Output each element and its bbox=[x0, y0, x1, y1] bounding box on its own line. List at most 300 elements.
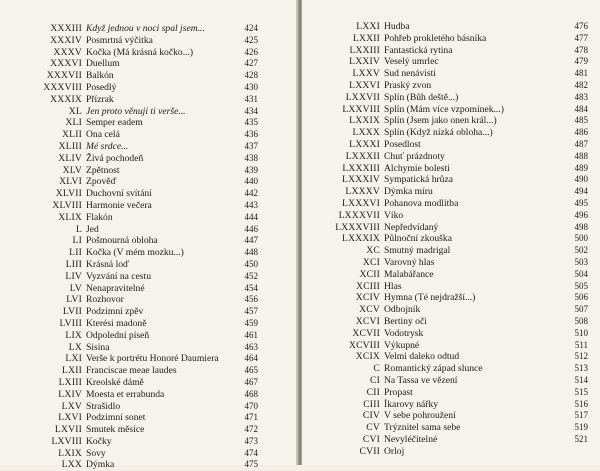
toc-entry bbox=[302, 399, 600, 411]
toc-entry-page: 456 bbox=[244, 294, 258, 305]
toc-entry-number: LXXXVIII bbox=[335, 221, 380, 233]
toc-entry-number: LXXXV bbox=[345, 186, 380, 198]
toc-entry-page: 426 bbox=[244, 46, 258, 57]
toc-entry bbox=[302, 269, 600, 281]
toc-entry-number: XXXVII bbox=[46, 70, 82, 82]
toc-entry-title: Posmrtná výčitka bbox=[86, 34, 153, 46]
toc-entry-title: Bertiny oči bbox=[384, 315, 427, 327]
toc-entry-number: LIII bbox=[65, 258, 82, 270]
toc-entry-page: 434 bbox=[244, 105, 258, 116]
toc-entry-page: 457 bbox=[244, 306, 258, 317]
toc-entry bbox=[302, 127, 600, 139]
toc-entry-page: 459 bbox=[244, 317, 258, 328]
toc-entry-number: XC bbox=[366, 245, 380, 257]
toc-entry-number: LXXXVII bbox=[338, 209, 380, 221]
toc-entry bbox=[0, 389, 298, 401]
toc-entry-page: 489 bbox=[574, 162, 588, 173]
toc-entry bbox=[0, 188, 298, 200]
toc-entry-title: Splín (Bůh deště...) bbox=[384, 91, 459, 103]
toc-entry-number: LXX bbox=[61, 459, 82, 471]
toc-entry-title: Sud nenávisti bbox=[384, 68, 436, 80]
toc-entry-number: XCVI bbox=[355, 315, 380, 327]
toc-entry-page: 483 bbox=[574, 91, 588, 102]
toc-entry-page: 446 bbox=[244, 223, 258, 234]
toc-entry-page: 438 bbox=[244, 152, 258, 163]
toc-entry bbox=[302, 422, 600, 434]
toc-entry-number: CVI bbox=[362, 433, 380, 445]
toc-entry-title: Sovy bbox=[86, 447, 106, 459]
toc-entry bbox=[302, 92, 600, 104]
toc-entry-title: Kočky bbox=[86, 435, 112, 447]
toc-entry-title: Hudba bbox=[384, 21, 410, 32]
toc-entry bbox=[0, 70, 298, 82]
toc-entry-page: 502 bbox=[574, 245, 588, 256]
toc-entry bbox=[0, 448, 298, 460]
toc-entry-number: CIV bbox=[362, 410, 380, 422]
toc-entry bbox=[0, 141, 298, 153]
toc-entry-page: 430 bbox=[244, 81, 258, 92]
toc-entry-number: LXXXIII bbox=[342, 162, 380, 174]
toc-entry-page: 482 bbox=[574, 79, 588, 90]
toc-entry-number: LXXXII bbox=[345, 150, 380, 162]
toc-entry-page: 519 bbox=[574, 422, 588, 433]
toc-entry-number: LXXVIII bbox=[342, 103, 380, 115]
toc-entry-number: XCIV bbox=[355, 292, 380, 304]
toc-entry-page: 504 bbox=[574, 268, 588, 279]
toc-entry-page: 517 bbox=[574, 410, 588, 421]
toc-entry-title: Moesta et errabunda bbox=[86, 388, 165, 400]
toc-entry-number: LXIII bbox=[58, 376, 82, 388]
toc-entry-page: 487 bbox=[574, 138, 588, 149]
toc-entry bbox=[302, 328, 600, 340]
toc-entry bbox=[0, 318, 298, 330]
toc-entry bbox=[0, 283, 298, 295]
toc-entry bbox=[0, 365, 298, 377]
toc-entry-number: XXXIX bbox=[50, 93, 82, 105]
toc-entry-number: XCII bbox=[359, 268, 380, 280]
toc-entry-title: Přízrak bbox=[86, 93, 114, 105]
toc-entry-title: Mé srdce... bbox=[86, 140, 129, 152]
toc-entry-number: LXIV bbox=[58, 388, 82, 400]
toc-entry-number: XXXV bbox=[53, 46, 82, 58]
toc-entry bbox=[0, 47, 298, 59]
toc-entry bbox=[0, 459, 298, 471]
toc-entry bbox=[0, 212, 298, 224]
toc-entry-title: Splín (Jsem jako onen král...) bbox=[384, 115, 497, 127]
left-page bbox=[0, 0, 298, 471]
toc-entry-title: Půlnoční zkouška bbox=[384, 233, 452, 245]
toc-entry-page: 488 bbox=[574, 150, 588, 161]
toc-entry-page: 490 bbox=[574, 174, 588, 185]
toc-entry bbox=[302, 115, 600, 127]
toc-entry-number: LXVI bbox=[58, 412, 82, 424]
toc-entry bbox=[0, 259, 298, 271]
toc-entry-title: Hymna (Té nejdražší...) bbox=[384, 292, 476, 304]
toc-entry-page: 427 bbox=[244, 58, 258, 69]
toc-entry-page: 477 bbox=[574, 32, 588, 43]
toc-entry-title: Dýmka míru bbox=[384, 186, 433, 198]
toc-entry-title: Kočka (V mém mozku...) bbox=[86, 247, 184, 259]
toc-entry-page: 521 bbox=[574, 433, 588, 444]
toc-entry-number: L bbox=[75, 223, 82, 235]
toc-entry-title: Duchovní svítání bbox=[86, 188, 152, 200]
toc-entry-page: 511 bbox=[574, 339, 588, 350]
toc-entry-number: LI bbox=[72, 235, 82, 247]
toc-entry bbox=[302, 222, 600, 234]
toc-entry bbox=[0, 35, 298, 47]
toc-entry-number: XXXVIII bbox=[43, 81, 82, 93]
toc-entry bbox=[302, 139, 600, 151]
toc-entry-number: XCVIII bbox=[348, 339, 380, 351]
toc-entry bbox=[302, 446, 600, 458]
toc-entry bbox=[0, 342, 298, 354]
toc-entry bbox=[0, 165, 298, 177]
toc-entry-page: 494 bbox=[574, 186, 588, 197]
toc-entry-title: V sebe pohroužení bbox=[384, 410, 456, 422]
toc-entry-number: XCIX bbox=[355, 351, 380, 363]
toc-entry-title: Zpověď bbox=[86, 176, 117, 188]
toc-entry-page: 486 bbox=[574, 127, 588, 138]
toc-entry-title: Semper eadem bbox=[86, 117, 143, 129]
toc-entry-number: LXII bbox=[62, 365, 82, 377]
toc-entry-title: Orloj bbox=[384, 445, 405, 457]
toc-entry-page: 436 bbox=[244, 129, 258, 140]
toc-entry-title: Odbojník bbox=[384, 304, 421, 316]
toc-entry-title: Víko bbox=[384, 209, 404, 221]
toc-entry-title: Varovný hlas bbox=[384, 256, 435, 268]
toc-entry bbox=[302, 375, 600, 387]
toc-entry-title: Sympatická hrůza bbox=[384, 174, 453, 186]
toc-entry bbox=[0, 176, 298, 188]
toc-entry-page: 440 bbox=[244, 176, 258, 187]
toc-entry-page: 510 bbox=[574, 327, 588, 338]
toc-entry-title: Podzimní sonet bbox=[86, 412, 146, 424]
toc-entry bbox=[0, 224, 298, 236]
toc-entry-title: Posedlost bbox=[384, 138, 421, 150]
toc-entry-title: Flakón bbox=[86, 211, 113, 223]
toc-entry-page: 448 bbox=[244, 247, 258, 258]
toc-entry-title: Nevyléčitelné bbox=[384, 433, 438, 445]
toc-entry bbox=[302, 186, 600, 198]
toc-entry-number: LXXIII bbox=[349, 44, 380, 56]
toc-list-right bbox=[302, 21, 600, 457]
toc-entry-page: 505 bbox=[574, 280, 588, 291]
toc-entry bbox=[302, 104, 600, 116]
toc-entry bbox=[302, 151, 600, 163]
toc-entry bbox=[0, 412, 298, 424]
toc-entry-page: 471 bbox=[244, 412, 258, 423]
toc-entry-title: Balkón bbox=[86, 70, 114, 82]
toc-entry-number: XLIV bbox=[58, 152, 82, 164]
toc-entry-title: Vyzvání na cestu bbox=[86, 270, 152, 282]
toc-entry-number: CIII bbox=[363, 398, 380, 410]
toc-entry-page: 503 bbox=[574, 256, 588, 267]
toc-entry-title: Kreolské dámě bbox=[86, 376, 144, 388]
toc-entry-page: 443 bbox=[244, 199, 258, 210]
toc-entry-number: LXXV bbox=[352, 68, 380, 80]
toc-entry-title: Alchymie bolesti bbox=[384, 162, 450, 174]
toc-entry bbox=[302, 292, 600, 304]
toc-entry-number: XLVII bbox=[55, 188, 82, 200]
toc-entry-number: LV bbox=[69, 282, 82, 294]
toc-entry bbox=[302, 68, 600, 80]
toc-entry-title: Verše k portrétu Honoré Daumiera bbox=[86, 353, 219, 365]
toc-entry-title: Strašidlo bbox=[86, 400, 121, 412]
toc-entry-number: LVII bbox=[62, 306, 82, 318]
toc-entry bbox=[0, 436, 298, 448]
toc-entry bbox=[302, 316, 600, 328]
toc-entry-page: 474 bbox=[244, 447, 258, 458]
toc-entry-page: 463 bbox=[244, 341, 258, 352]
toc-entry-number: LX bbox=[68, 341, 82, 353]
toc-entry-page: 468 bbox=[244, 388, 258, 399]
toc-entry-number: LXXXI bbox=[349, 138, 380, 150]
toc-entry bbox=[302, 340, 600, 352]
toc-entry-number: CI bbox=[370, 374, 380, 386]
toc-entry bbox=[0, 129, 298, 141]
toc-entry-title: Splín (Když nízká obloha...) bbox=[384, 127, 493, 139]
toc-entry-title: Pohřeb prokletého básníka bbox=[384, 32, 487, 44]
toc-entry bbox=[302, 257, 600, 269]
toc-entry-title: Franciscae meae laudes bbox=[86, 365, 177, 377]
toc-entry-page: 435 bbox=[244, 117, 258, 128]
toc-entry-number: CII bbox=[366, 386, 380, 398]
toc-entry bbox=[0, 294, 298, 306]
toc-entry-page: 437 bbox=[244, 140, 258, 151]
toc-entry-number: XCIII bbox=[356, 280, 380, 292]
toc-entry bbox=[302, 163, 600, 175]
toc-entry-title: Jen proto věnuji ti verše... bbox=[86, 105, 186, 117]
toc-entry-number: XLIX bbox=[58, 211, 82, 223]
toc-entry-title: Dýmka bbox=[86, 459, 115, 471]
toc-entry bbox=[302, 304, 600, 316]
toc-entry-number: LIX bbox=[65, 329, 82, 341]
toc-entry-page: 465 bbox=[244, 365, 258, 376]
toc-entry bbox=[302, 80, 600, 92]
toc-entry-title: Kočka (Má krásná kočko...) bbox=[86, 46, 194, 58]
toc-entry-page: 472 bbox=[244, 424, 258, 435]
toc-entry-number: LXXXIX bbox=[342, 233, 380, 245]
toc-entry-number: CV bbox=[366, 422, 380, 434]
toc-entry bbox=[0, 424, 298, 436]
toc-entry-title: Praský zvon bbox=[384, 79, 432, 91]
toc-entry-number: LIV bbox=[65, 270, 82, 282]
toc-entry-number: LXXXIV bbox=[342, 174, 380, 186]
toc-entry-title: Rozhovor bbox=[86, 294, 124, 306]
toc-entry-number: LXXVII bbox=[345, 91, 380, 103]
toc-entry-page: 473 bbox=[244, 435, 258, 446]
toc-entry-page: 439 bbox=[244, 164, 258, 175]
toc-entry bbox=[0, 82, 298, 94]
toc-entry-number: XCVII bbox=[352, 327, 380, 339]
toc-entry-page: 507 bbox=[574, 304, 588, 315]
toc-entry-number: LVI bbox=[66, 294, 82, 306]
right-page bbox=[302, 0, 600, 465]
toc-entry-number: CVII bbox=[359, 445, 380, 457]
toc-list-left bbox=[0, 23, 298, 471]
toc-entry-title: Duellum bbox=[86, 58, 120, 70]
toc-entry-number: LXXVI bbox=[349, 79, 380, 91]
toc-entry bbox=[0, 200, 298, 212]
toc-entry-number: XLI bbox=[65, 117, 82, 129]
toc-entry-title: Pošmourná obloha bbox=[86, 235, 158, 247]
toc-entry bbox=[302, 233, 600, 245]
toc-entry-page: 424 bbox=[244, 23, 258, 33]
toc-entry bbox=[302, 33, 600, 45]
toc-entry-number: XCV bbox=[359, 304, 380, 316]
toc-entry bbox=[302, 351, 600, 363]
toc-entry-page: 515 bbox=[574, 386, 588, 397]
toc-entry bbox=[0, 23, 298, 35]
toc-entry-number: LXXII bbox=[352, 32, 380, 44]
toc-entry bbox=[302, 434, 600, 446]
toc-entry-title: Sisina bbox=[86, 341, 110, 353]
toc-entry bbox=[302, 281, 600, 293]
toc-entry-number: LXXIV bbox=[349, 56, 380, 68]
toc-entry-title: Velmi daleko odtud bbox=[384, 351, 460, 363]
toc-entry-title: Hlas bbox=[384, 280, 402, 292]
toc-entry bbox=[0, 153, 298, 165]
toc-entry bbox=[0, 106, 298, 118]
toc-entry-title: Živá pochodeň bbox=[86, 152, 144, 164]
toc-entry-number: LVIII bbox=[59, 317, 82, 329]
toc-entry bbox=[0, 353, 298, 365]
toc-entry-title: Romantický západ slunce bbox=[384, 363, 483, 375]
toc-entry-page: 508 bbox=[574, 315, 588, 326]
toc-entry-number: LXVIII bbox=[51, 435, 82, 447]
toc-entry-number: LXXI bbox=[356, 21, 380, 32]
toc-entry-number: XXXIII bbox=[50, 23, 82, 34]
toc-entry-title: Veselý umrlec bbox=[384, 56, 439, 68]
toc-entry-number: XLV bbox=[62, 164, 82, 176]
toc-entry-number: XLIII bbox=[58, 140, 82, 152]
toc-entry-number: LXXIX bbox=[349, 115, 380, 127]
toc-entry bbox=[0, 306, 298, 318]
toc-entry-title: Výkupné bbox=[384, 339, 420, 351]
toc-entry bbox=[0, 247, 298, 259]
toc-entry-number: XXXVI bbox=[50, 58, 82, 70]
toc-entry bbox=[0, 271, 298, 283]
toc-entry-page: 464 bbox=[244, 353, 258, 364]
toc-entry-page: 442 bbox=[244, 188, 258, 199]
toc-entry-title: Vodotrysk bbox=[384, 327, 424, 339]
toc-entry-title: Íkarovy nářky bbox=[384, 398, 439, 410]
toc-entry-title: Propast bbox=[384, 386, 413, 398]
toc-entry-number: XL bbox=[68, 105, 82, 117]
toc-entry bbox=[302, 198, 600, 210]
toc-entry-title: Ona celá bbox=[86, 129, 120, 141]
toc-entry-title: Nenapravitelné bbox=[86, 282, 145, 294]
toc-entry bbox=[302, 210, 600, 222]
toc-entry-title: Chuť prázdnoty bbox=[384, 150, 445, 162]
toc-entry bbox=[302, 363, 600, 375]
toc-entry-number: LXVII bbox=[54, 424, 82, 436]
toc-entry-page: 450 bbox=[244, 258, 258, 269]
toc-entry bbox=[302, 387, 600, 399]
toc-entry-number: XXXIV bbox=[50, 34, 82, 46]
toc-entry-title: Pohanova modlitba bbox=[384, 197, 459, 209]
toc-entry bbox=[302, 45, 600, 57]
toc-entry-page: 478 bbox=[574, 44, 588, 55]
toc-entry-title: Smutný madrigal bbox=[384, 245, 451, 257]
toc-entry-page: 476 bbox=[574, 21, 588, 31]
toc-entry bbox=[302, 21, 600, 33]
toc-entry-page: 496 bbox=[574, 209, 588, 220]
toc-entry-page: 452 bbox=[244, 270, 258, 281]
toc-entry-page: 484 bbox=[574, 103, 588, 114]
toc-entry bbox=[0, 117, 298, 129]
toc-entry-number: LXIX bbox=[58, 447, 82, 459]
toc-entry-page: 514 bbox=[574, 374, 588, 385]
toc-entry bbox=[0, 330, 298, 342]
toc-entry-number: LII bbox=[69, 247, 82, 259]
toc-entry-title: Krásná loď bbox=[86, 258, 130, 270]
toc-entry-title: Na Tassa ve vězení bbox=[384, 374, 458, 386]
toc-entry-title: Zpětnost bbox=[86, 164, 120, 176]
toc-entry-title: Splín (Mám více vzpomínek...) bbox=[384, 103, 504, 115]
toc-entry-number: XLII bbox=[62, 129, 82, 141]
toc-entry-page: 495 bbox=[574, 197, 588, 208]
toc-entry-title: Malabářance bbox=[384, 268, 434, 280]
toc-entry-page: 470 bbox=[244, 400, 258, 411]
toc-entry-page: 461 bbox=[244, 329, 258, 340]
toc-entry-number: LXXXVI bbox=[342, 197, 380, 209]
toc-entry-page: 479 bbox=[574, 56, 588, 67]
toc-entry-title: Fantastická rytina bbox=[384, 44, 453, 56]
toc-entry-number: XLVIII bbox=[52, 199, 82, 211]
toc-entry bbox=[0, 401, 298, 413]
toc-entry-page: 498 bbox=[574, 221, 588, 232]
toc-entry-page: 475 bbox=[244, 459, 258, 470]
toc-entry-number: XLVI bbox=[59, 176, 82, 188]
toc-entry-page: 506 bbox=[574, 292, 588, 303]
toc-entry-title: Posedlý bbox=[86, 81, 117, 93]
toc-entry-title: Odpolední píseň bbox=[86, 329, 150, 341]
toc-entry bbox=[302, 245, 600, 257]
toc-entry bbox=[0, 377, 298, 389]
toc-entry bbox=[0, 58, 298, 70]
toc-entry-number: LXXX bbox=[352, 127, 380, 139]
toc-entry-title: Jed bbox=[86, 223, 99, 235]
toc-entry-number: LXV bbox=[61, 400, 82, 412]
toc-entry bbox=[302, 174, 600, 186]
toc-entry bbox=[302, 410, 600, 422]
toc-entry-page: 431 bbox=[244, 93, 258, 104]
toc-entry-title: Smutek měsíce bbox=[86, 424, 145, 436]
toc-entry-page: 512 bbox=[574, 351, 588, 362]
toc-entry-title: Kterési madoně bbox=[86, 317, 147, 329]
toc-entry-number: C bbox=[373, 363, 380, 375]
toc-entry-title: Trýznitel sama sebe bbox=[384, 422, 461, 434]
toc-entry bbox=[0, 94, 298, 106]
toc-entry bbox=[0, 235, 298, 247]
toc-entry-page: 485 bbox=[574, 115, 588, 126]
toc-entry-title: Nepředvídaný bbox=[384, 221, 439, 233]
toc-entry-page: 454 bbox=[244, 282, 258, 293]
toc-entry-page: 425 bbox=[244, 34, 258, 45]
toc-entry-page: 513 bbox=[574, 363, 588, 374]
toc-entry-number: LXI bbox=[65, 353, 82, 365]
toc-entry-page: 481 bbox=[574, 68, 588, 79]
toc-entry-page: 516 bbox=[574, 398, 588, 409]
toc-entry-page: 447 bbox=[244, 235, 258, 246]
toc-entry-title: Podzimní zpěv bbox=[86, 306, 144, 318]
toc-entry-number: XCI bbox=[362, 256, 380, 268]
toc-entry-page: 444 bbox=[244, 211, 258, 222]
toc-entry bbox=[302, 56, 600, 68]
toc-entry-page: 467 bbox=[244, 376, 258, 387]
toc-entry-page: 500 bbox=[574, 233, 588, 244]
